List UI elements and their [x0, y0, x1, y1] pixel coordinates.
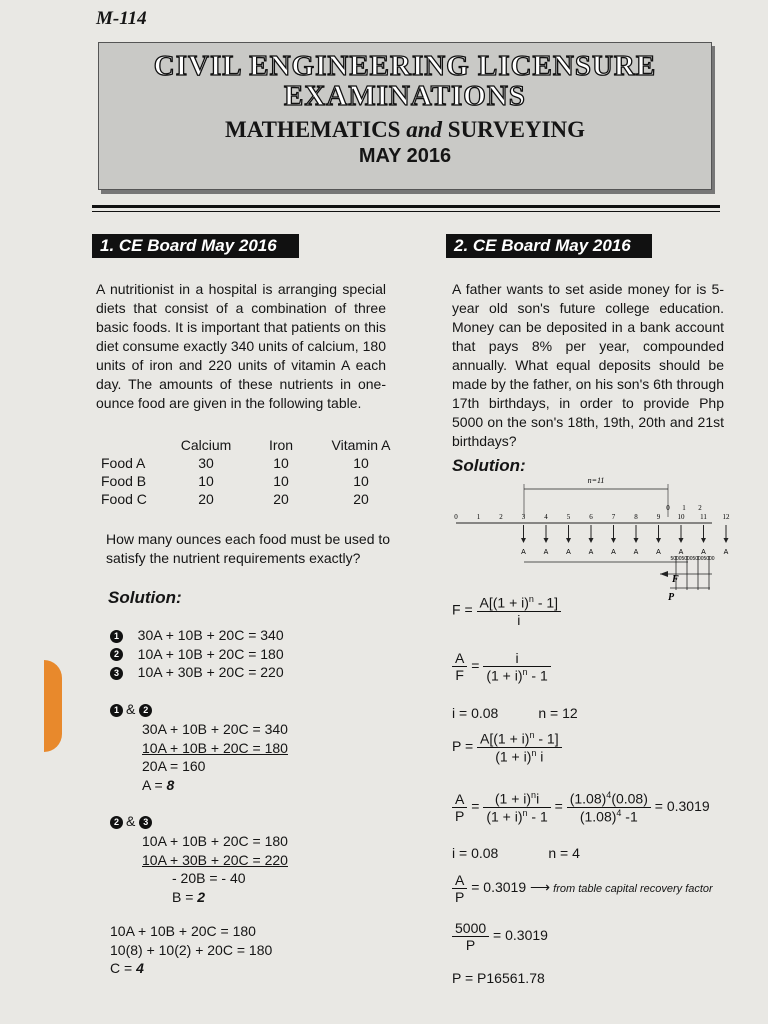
formula-num: A[(1 + i) — [479, 594, 529, 611]
table-cell: 20 — [273, 491, 289, 507]
formula-num: (1.08) — [569, 790, 607, 807]
step-line: 10(8) + 10(2) + 20C = 180 — [110, 941, 273, 958]
withdrawal-label: 5000 — [681, 556, 693, 562]
equation-text: 30A + 10B + 20C = 340 — [137, 627, 284, 643]
step-result — [142, 888, 288, 907]
formula-num: A — [452, 872, 467, 889]
step-result — [110, 959, 272, 978]
equation-marker: 2 — [110, 648, 123, 661]
formula-den: P — [455, 889, 465, 905]
formula-sup: n — [531, 790, 537, 800]
result-value: 4 — [136, 960, 144, 976]
banner-title-line2: EXAMINATIONS — [284, 80, 526, 112]
table-cell: 10 — [353, 455, 369, 471]
table-cell: 10 — [198, 473, 214, 489]
table-header-cell: Vitamin A — [331, 437, 391, 453]
value-n: n = 12 — [538, 705, 578, 721]
table-row — [101, 454, 401, 472]
formula-sup: 4 — [606, 790, 612, 800]
table-cell: 20 — [198, 491, 214, 507]
result-label: A = — [142, 776, 167, 793]
formula-5000-over-p — [452, 920, 548, 953]
top-tick-labels — [666, 504, 702, 512]
formula-sup: n — [529, 730, 535, 740]
problem1-question: How many ounces each food must be used to satisfy the nutrient requirements exactly? — [106, 531, 391, 566]
formula-num-end: (0.08) — [611, 790, 648, 807]
equation-line — [110, 645, 284, 664]
tick-label: 0 — [454, 513, 458, 521]
step-marker: 1 — [110, 704, 123, 717]
problem2-text: A father wants to set aside money for is 5-year old son's future college education. Money can be deposited in a bank account that pays 8% per year, compounded annually. What equal deposits should be made by the father, on his son's 6th through 17th birthdays, in order to provide Php 5000 on the son's 18th, 19th, 20th and 21st birthdays? — [452, 281, 724, 449]
formula-fraction — [477, 730, 562, 764]
table-cell: Food A — [101, 455, 146, 471]
deposit-label: A — [521, 549, 526, 556]
deposit-arrowhead — [701, 538, 706, 543]
formula-num: A[(1 + i) — [480, 730, 530, 747]
orange-page-tab — [44, 660, 62, 752]
table-header-row — [101, 436, 401, 454]
formula-equals: = — [467, 657, 484, 674]
formula-result: = 0.3019 — [650, 797, 710, 814]
deposit-label: A — [723, 549, 729, 556]
f-arrowhead — [660, 571, 668, 577]
formula-rhs: = 0.3019 — [489, 927, 548, 944]
equation-line — [110, 626, 284, 645]
formula-lhs-fraction — [452, 872, 467, 905]
value-i: i = 0.08 — [452, 705, 499, 721]
result-label: C = — [110, 960, 137, 976]
table-cell: Food C — [101, 491, 147, 507]
banner-subject — [99, 117, 711, 143]
tick-label: 3 — [521, 513, 526, 521]
formula-fraction — [477, 594, 562, 628]
equation-line — [110, 663, 284, 682]
deposit-label: A — [543, 549, 549, 556]
formula-lhs: P = — [452, 737, 478, 754]
tick-label: 11 — [700, 513, 707, 521]
problem1-solution-label: Solution: — [108, 588, 182, 607]
table-cell: 30 — [198, 455, 214, 471]
step-amp: & — [126, 701, 136, 717]
table-row — [101, 472, 401, 490]
formula-den: P — [455, 807, 465, 824]
tick-label: 5 — [566, 513, 571, 521]
table-row — [101, 490, 401, 508]
nutrient-table — [101, 436, 401, 508]
divider-thick — [92, 205, 720, 208]
divider-thin — [92, 211, 720, 212]
equation-marker: 3 — [110, 667, 123, 680]
equation-text: 10A + 10B + 20C = 180 — [137, 645, 284, 662]
p-label: P — [668, 592, 675, 603]
formula-num: i — [483, 650, 550, 667]
values-1 — [452, 705, 578, 721]
table-cell: Food B — [101, 473, 147, 489]
formula-den: (1 + i) — [486, 667, 523, 684]
withdrawal-label: 5000 — [670, 556, 682, 562]
top-tick-label: 1 — [682, 504, 686, 512]
table-cell: 20 — [353, 491, 369, 507]
formula-fraction — [452, 920, 489, 953]
deposit-arrowhead — [544, 538, 549, 543]
tick-label: 1 — [476, 513, 481, 521]
tick-label: 12 — [722, 513, 730, 521]
title-banner — [98, 42, 712, 190]
formula-den: i — [517, 611, 521, 628]
formula-den-end: i — [536, 748, 544, 765]
formula-den: (1 + i) — [486, 808, 523, 825]
top-tick-label: 0 — [666, 504, 670, 512]
banner-date: MAY 2016 — [358, 145, 452, 167]
subject-main: MATHEMATICS — [224, 117, 401, 142]
formula-num-end: - 1] — [534, 730, 559, 747]
formula-den: F — [455, 667, 464, 684]
arrow-icon: ⟶ — [530, 879, 551, 896]
formula-a-over-f — [452, 650, 551, 684]
tick-labels — [454, 513, 730, 521]
step1-heading — [110, 700, 155, 719]
result-label: B = — [172, 888, 198, 905]
step-line: 10A + 10B + 20C = 180 — [142, 739, 288, 756]
formula-lhs-fraction — [452, 650, 467, 683]
deposit-arrowhead — [679, 538, 684, 543]
step-marker: 2 — [139, 704, 152, 717]
deposit-label: A — [701, 549, 706, 556]
subject-end: SURVEYING — [447, 117, 585, 142]
step-marker: 2 — [110, 816, 123, 829]
formula-p — [452, 730, 562, 764]
formula-num: (1 + i) — [494, 790, 532, 807]
formula-sup: n — [528, 594, 534, 604]
deposit-label: A — [588, 549, 594, 556]
step-marker: 3 — [139, 816, 152, 829]
tick-label: 8 — [634, 513, 638, 521]
formula-sup: n — [531, 747, 537, 758]
deposit-label: A — [656, 549, 661, 556]
formula-sup: 4 — [616, 807, 622, 818]
problem2-solution-label: Solution: — [452, 456, 526, 475]
subject-and: and — [406, 117, 443, 142]
tick-label: 7 — [611, 513, 616, 521]
tick-label: 6 — [589, 513, 593, 521]
formula-den: (1 + i) — [495, 748, 532, 765]
formula-rhs: = 0.3019 — [467, 879, 531, 896]
deposit-arrowhead — [634, 538, 639, 543]
deposit-arrowhead — [656, 538, 661, 543]
formula-fraction — [483, 650, 550, 684]
formula-den-end: -1 — [621, 808, 638, 825]
step-line: 10A + 10B + 20C = 180 — [142, 833, 288, 849]
step-line: 10A + 30B + 20C = 220 — [142, 851, 288, 868]
step1-work — [142, 720, 288, 794]
step-line: 20A = 160 — [142, 758, 206, 774]
equation-list — [110, 626, 284, 682]
n-label: n=11 — [587, 476, 605, 485]
step-line: - 20B = - 40 — [172, 870, 246, 886]
step-line: 30A + 10B + 20C = 340 — [142, 721, 288, 737]
result-value: 8 — [166, 776, 175, 793]
formula-num-end: - 1] — [533, 594, 559, 611]
problem1-header: 1. CE Board May 2016 — [92, 234, 299, 258]
equation-marker: 1 — [110, 630, 123, 643]
formula-den-end: - 1 — [527, 808, 548, 825]
f-label: F — [672, 574, 679, 585]
withdrawal-label: 5000 — [692, 556, 704, 562]
equation-text: 10A + 30B + 20C = 220 — [137, 664, 284, 680]
deposit-label: A — [678, 549, 684, 556]
problem2-header: 2. CE Board May 2016 — [446, 234, 652, 258]
problem1-text: A nutritionist in a hospital is arranging special diets that consist of a combination of three basic foods. It is important that patients on this diet consume exactly 340 units of calcium, 180 units of iron and 220 units of vitamin A each day. The amounts of these nutrients in one-ounce food are given in the following table. — [96, 281, 386, 411]
table-cell: 10 — [273, 455, 289, 471]
formula-fraction — [567, 790, 651, 824]
formula-note: from table capital recovery factor — [550, 883, 713, 896]
value-i: i = 0.08 — [452, 845, 499, 861]
top-tick-label: 2 — [698, 504, 702, 512]
formula-equals: = — [550, 797, 567, 814]
values-2 — [452, 845, 580, 861]
formula-den-end: - 1 — [527, 667, 548, 684]
deposit-arrowhead — [521, 538, 526, 543]
table-header-cell: Calcium — [180, 437, 232, 453]
formula-den: P — [465, 937, 476, 953]
step-line: 10A + 10B + 20C = 180 — [110, 923, 256, 939]
formula-sup: n — [522, 807, 528, 818]
step3-work — [110, 922, 272, 978]
deposit-label: A — [566, 549, 571, 556]
result-value: 2 — [197, 888, 206, 905]
formula-lhs: F = — [452, 601, 477, 618]
formula-fraction — [483, 790, 550, 824]
value-n: n = 4 — [548, 845, 580, 861]
deposit-label: A — [633, 549, 639, 556]
formula-den: (1.08) — [579, 808, 617, 825]
formula-f — [452, 594, 561, 628]
deposit-arrowhead — [724, 538, 729, 543]
page-number: M-114 — [96, 8, 147, 29]
tick-label: 4 — [544, 513, 548, 521]
deposit-label: A — [611, 549, 616, 556]
banner-title-line1: CIVIL ENGINEERING LICENSURE — [153, 50, 657, 82]
step2-work — [142, 832, 288, 906]
formula-lhs-fraction — [452, 791, 467, 824]
tick-label: 2 — [499, 513, 503, 521]
table-cell: 10 — [273, 473, 289, 489]
deposit-arrowhead — [566, 538, 571, 543]
tick-label: 10 — [677, 513, 685, 521]
deposit-arrowhead — [589, 538, 594, 543]
step2-heading — [110, 812, 155, 831]
formula-num: 5000 — [452, 920, 489, 937]
deposit-arrowhead — [611, 538, 616, 543]
step-amp: & — [126, 813, 136, 829]
formula-a-over-p — [452, 790, 710, 824]
deposit-arrows — [521, 525, 729, 556]
formula-num: A — [452, 650, 467, 667]
withdrawal-label: 5000 — [703, 556, 715, 562]
formula-crf — [452, 872, 713, 905]
formula-equals: = — [467, 797, 484, 814]
table-header-cell: Iron — [268, 437, 294, 453]
formula-num-end: i — [536, 790, 540, 807]
formula-num: A — [452, 791, 467, 808]
step-result — [142, 776, 288, 795]
formula-sup: n — [522, 667, 528, 677]
table-cell: 10 — [353, 473, 369, 489]
table-header-cell — [101, 436, 171, 454]
tick-label: 9 — [656, 513, 661, 521]
final-answer: P = P16561.78 — [452, 970, 545, 986]
